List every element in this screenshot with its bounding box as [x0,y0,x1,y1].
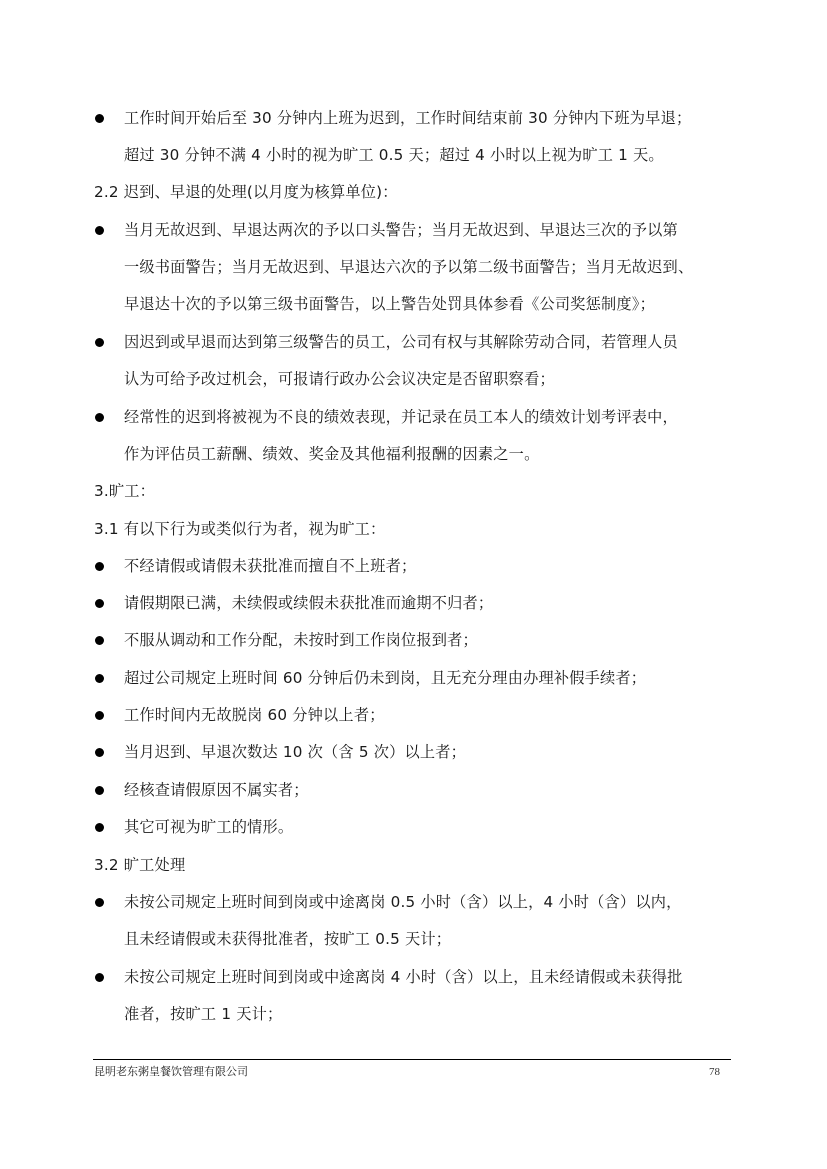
body-line: 工作时间开始后至 30 分钟内上班为迟到，工作时间结束前 30 分钟内下班为早退； [124,109,692,127]
section-heading: 2.2 迟到、早退的处理(以月度为核算单位)： [94,183,398,201]
bullet-icon [95,636,104,645]
body-line: 且未经请假或未获得批准者，按旷工 0.5 天计； [124,930,452,948]
body-line: 其它可视为旷工的情形。 [124,818,294,836]
bullet-icon [95,338,104,347]
bullet-icon [95,786,104,795]
bullet-icon [95,748,104,757]
body-line: 准者，按旷工 1 天计； [124,1005,283,1023]
body-line: 认为可给予改过机会，可报请行政办公会议决定是否留职察看； [124,370,555,388]
body-line: 超过 30 分钟不满 4 小时的视为旷工 0.5 天；超过 4 小时以上视为旷工 1 天。 [124,146,664,164]
footer-company-name: 昆明老东粥皇餐饮管理有限公司 [94,1065,248,1078]
body-line: 不经请假或请假未获批准而擅自不上班者； [124,557,417,575]
body-line: 工作时间内无故脱岗 60 分钟以上者； [124,706,385,724]
body-line: 经核查请假原因不属实者； [124,781,309,799]
body-line: 超过公司规定上班时间 60 分钟后仍未到岗，且无充分理由办理补假手续者； [124,669,647,687]
body-line: 当月迟到、早退次数达 10 次（含 5 次）以上者； [124,743,467,761]
section-heading: 3.2 旷工处理 [94,856,186,874]
body-line: 一级书面警告；当月无故迟到、早退达六次的予以第二级书面警告；当月无故迟到、 [124,258,694,276]
body-line: 未按公司规定上班时间到岗或中途离岗 4 小时（含）以上，且未经请假或未获得批 [124,968,683,986]
bullet-icon [95,226,104,235]
body-line: 作为评估员工薪酬、绩效、奖金及其他福利报酬的因素之一。 [124,445,540,463]
bullet-icon [95,114,104,123]
footer-divider [93,1059,731,1060]
bullet-icon [95,823,104,832]
bullet-icon [95,898,104,907]
body-line: 早退达十次的予以第三级书面警告，以上警告处罚具体参看《公司奖惩制度》； [124,295,655,313]
bullet-icon [95,413,104,422]
bullet-icon [95,711,104,720]
body-line: 经常性的迟到将被视为不良的绩效表现，并记录在员工本人的绩效计划考评表中， [124,408,678,426]
bullet-icon [95,562,104,571]
body-line: 请假期限已满，未续假或续假未获批准而逾期不归者； [124,594,494,612]
bullet-icon [95,674,104,683]
bullet-icon [95,599,104,608]
section-heading: 3.旷工： [94,482,156,500]
page-number: 78 [709,1066,720,1078]
body-line: 不服从调动和工作分配，未按时到工作岗位报到者； [124,631,478,649]
section-heading: 3.1 有以下行为或类似行为者，视为旷工： [94,520,386,538]
body-line: 当月无故迟到、早退达两次的予以口头警告；当月无故迟到、早退达三次的予以第 [124,221,678,239]
bullet-icon [95,973,104,982]
body-line: 因迟到或早退而达到第三级警告的员工，公司有权与其解除劳动合同，若管理人员 [124,333,678,351]
body-line: 未按公司规定上班时间到岗或中途离岗 0.5 小时（含）以上，4 小时（含）以内， [124,893,682,911]
